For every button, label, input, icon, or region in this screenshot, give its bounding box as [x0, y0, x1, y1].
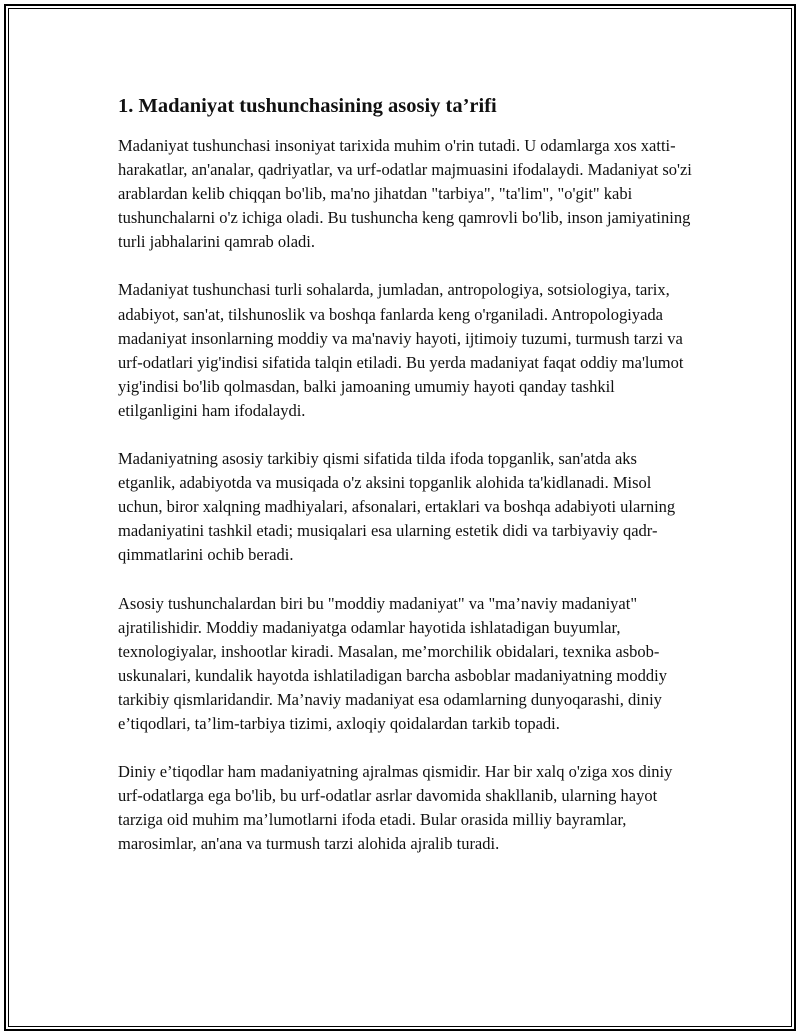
- paragraph-3: Madaniyatning asosiy tarkibiy qismi sifatida tilda ifoda topganlik, san'atda aks etganlik, adabiyotda va musiqada o'z aksini topganlik alohida ta'kidlanadi. Misol uchun, biror xalqning madhiyalari, afsonalari, ertaklari va boshqa adabiyoti ularning madaniyatini tashkil etadi; musiqalari esa ularning estetik didi va tarbiyaviy qadr-qimmatlarini ochib beradi.: [118, 449, 676, 565]
- paragraph-5: Diniy e’tiqodlar ham madaniyatning ajralmas qismidir. Har bir xalq o'ziga xos diniy urf-odatlarga ega bo'lib, bu urf-odatlar asrlar davomida shakllanib, ularning hayot tarziga oid muhim ma’lumotlarni ifoda etadi. Bular orasida milliy bayramlar, marosimlar, an'ana va turmush tarzi alohida ajralib turadi.: [118, 762, 673, 854]
- paragraph-2: Madaniyat tushunchasi turli sohalarda, jumladan, antropologiya, sotsiologiya, tarix, adabiyot, san'at, tilshunoslik va boshqa fanlarda keng o'rganiladi. Antropologiyada madaniyat insonlarning moddiy va ma'naviy hayoti, ijtimoiy tuzumi, turmush tarzi va urf-odatlari yig'indisi sifatida talqin etiladi. Bu yerda madaniyat faqat oddiy ma'lumot yig'indisi bo'lib qolmasdan, balki jamoaning umumiy hayoti qanday tashkil etilganligini ham ifodalaydi.: [118, 280, 684, 420]
- paragraph-4: Asosiy tushunchalardan biri bu "moddiy madaniyat" va "ma’naviy madaniyat" ajratilishidir. Moddiy madaniyatga odamlar hayotida ishlatadigan buyumlar, texnologiyalar, inshootlar kiradi. Masalan, me’morchilik obidalari, texnika asbob-uskunalari, kundalik hayotda ishlatiladigan barcha asboblar madaniyatning moddiy tarkibiy qismlaridandir. Ma’naviy madaniyat esa odamlarning dunyoqarashi, diniy e’tiqodlari, ta’lim-tarbiya tizimi, axloqiy qoidalardan tarkib topadi.: [118, 593, 667, 733]
- document-body: [118, 92, 698, 880]
- document-title: 1. Madaniyat tushunchasining asosiy ta’rifi: [118, 95, 497, 117]
- paragraph-1: Madaniyat tushunchasi insoniyat tarixida muhim o'rin tutadi. U odamlarga xos xatti-harakatlar, an'analar, qadriyatlar, va urf-odatlar majmuasini ifodalaydi. Madaniyat so'zi arablardan kelib chiqqan bo'lib, ma'no jihatdan "tarbiya", "ta'lim", "o'git" kabi tushunchalarni o'z ichiga oladi. Bu tushuncha keng qamrovli bo'lib, inson jamiyatining turli jabhalarini qamrab oladi.: [118, 136, 692, 252]
